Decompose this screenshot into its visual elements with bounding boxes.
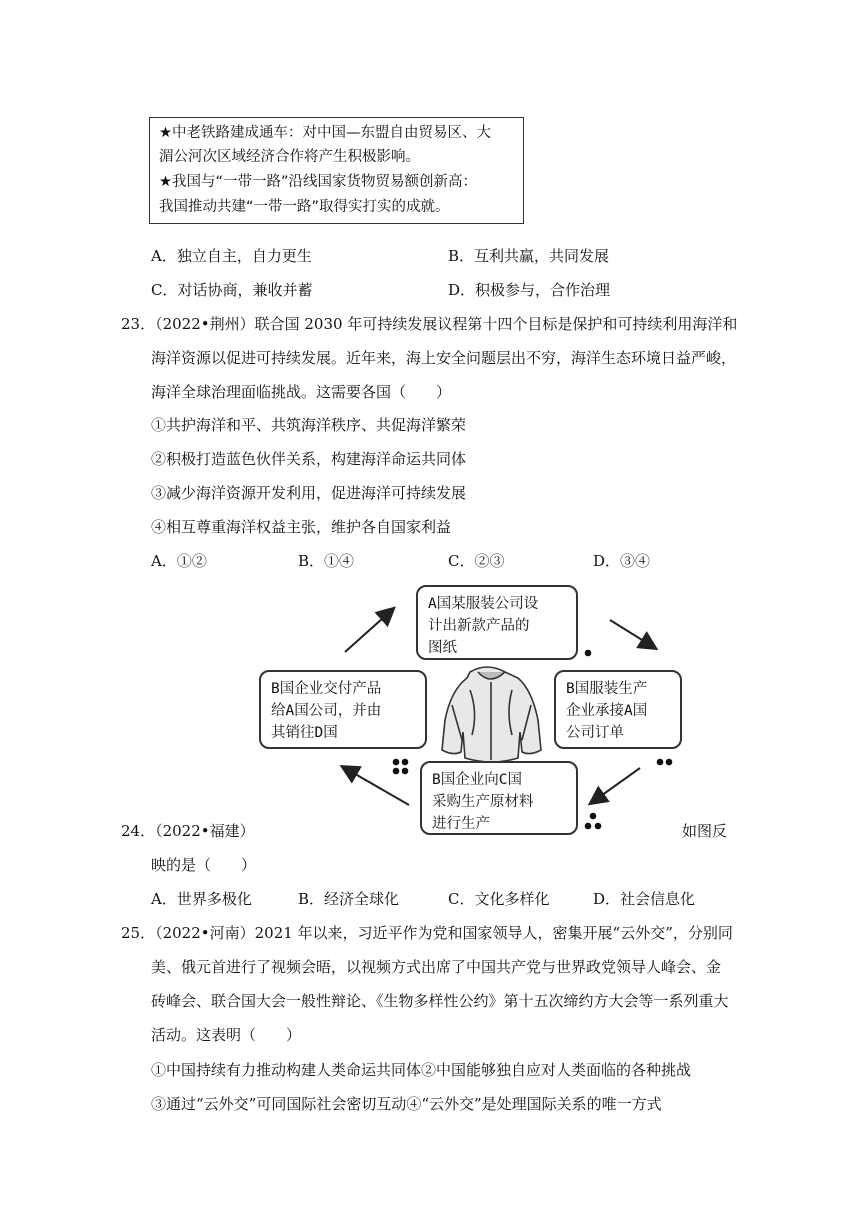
q22-option-a: A．独立自主，自力更生 <box>151 247 312 265</box>
q24-stem: 映的是（ ） <box>151 856 257 874</box>
q25-item: ①中国持续有力推动构建人类命运共同体②中国能够独自应对人类面临的各种挑战 <box>151 1061 692 1079</box>
marker-dots-three <box>585 813 602 830</box>
jacket-image <box>442 667 541 762</box>
q23-stem-line: 海洋全球治理面临挑战。这需要各国（ ） <box>151 383 452 401</box>
diagram-box-bottom <box>420 761 578 835</box>
q23-item: ①共护海洋和平、共筑海洋秩序、共促海洋繁荣 <box>151 416 467 434</box>
diagram-box-left <box>259 670 427 749</box>
q24-option-a: A．世界多极化 <box>151 890 252 908</box>
marker-dots-one <box>585 650 592 657</box>
box-line: A国某服装公司设 <box>428 596 539 612</box>
q22-option-d: D．积极参与，合作治理 <box>448 281 611 299</box>
box-line: B国企业向C国 <box>432 772 522 788</box>
q23-stem-line: 海洋资源以促进可持续发展。近年来，海上安全问题层出不穷，海洋生态环境日益严峻， <box>151 349 737 367</box>
q23-option-a: A．①② <box>151 552 207 570</box>
q22-option-c: C．对话协商，兼收并蓄 <box>151 281 313 299</box>
q25-item: ③通过“云外交”可同国际社会密切互动④“云外交”是处理国际关系的唯一方式 <box>151 1095 662 1113</box>
news-line: 湄公河次区域经济合作将产生积极影响。 <box>159 149 420 165</box>
q23-stem-line: 23．（2022•荆州）联合国 2030 年可持续发展议程第十四个目标是保护和可持续利用海洋和 <box>121 315 738 333</box>
box-line: 计出新款产品的 <box>428 618 530 634</box>
box-line: 给A国公司，并由 <box>271 703 382 719</box>
box-line: 其销往D国 <box>271 725 338 741</box>
q24-suffix: 如图反 <box>682 822 728 840</box>
q25-stem-line: 砖峰会、联合国大会一般性辩论、《生物多样性公约》第十五次缔约方大会等一系列重大 <box>151 992 729 1010</box>
arrow-top-to-right <box>610 620 655 648</box>
q25-stem-line: 美、俄元首进行了视频会晤，以视频方式出席了中国共产党与世界政党领导人峰会、金 <box>151 958 722 976</box>
q23-option-c: C．②③ <box>448 552 505 570</box>
diagram-box-right <box>554 670 682 749</box>
marker-dots-four <box>393 759 409 775</box>
box-line: 企业承接A国 <box>566 703 648 719</box>
q24-option-c: C．文化多样化 <box>448 890 550 908</box>
news-line: ★中老铁路建成通车：对中国—东盟自由贸易区、大 <box>159 125 491 141</box>
q25-stem-line: 25．（2022•河南）2021 年以来，习近平作为党和国家领导人，密集开展“云外交”，分别同 <box>121 924 733 942</box>
marker-dots-two <box>657 759 673 766</box>
news-line: ★我国与“一带一路”沿线国家货物贸易额创新高： <box>159 174 478 190</box>
box-line: B国服装生产 <box>566 681 648 697</box>
q23-option-d: D．③④ <box>593 552 651 570</box>
box-line: 图纸 <box>428 640 457 656</box>
box-line: 公司订单 <box>566 725 624 741</box>
q23-option-b: B．①④ <box>298 552 355 570</box>
box-line: B国企业交付产品 <box>271 681 382 697</box>
arrow-bottom-to-left <box>343 767 409 805</box>
q24-option-b: B．经济全球化 <box>298 890 400 908</box>
diagram-box-top <box>416 585 578 660</box>
q23-item: ②积极打造蓝色伙伴关系，构建海洋命运共同体 <box>151 450 467 468</box>
arrow-right-to-bottom <box>591 768 640 803</box>
news-line: 我国推动共建“一带一路”取得实打实的成就。 <box>159 199 450 215</box>
q22-option-b: B．互利共赢，共同发展 <box>448 247 610 265</box>
arrow-left-to-top <box>345 609 393 652</box>
box-line: 进行生产 <box>432 816 490 832</box>
box-line: 采购生产原材料 <box>432 794 534 810</box>
q24-prefix: 24．（2022•福建） <box>121 822 255 840</box>
q23-item: ③减少海洋资源开发利用，促进海洋可持续发展 <box>151 484 467 502</box>
q24-option-d: D．社会信息化 <box>593 890 696 908</box>
q23-item: ④相互尊重海洋权益主张，维护各自国家利益 <box>151 518 452 536</box>
q25-stem-line: 活动。这表明（ ） <box>151 1026 302 1044</box>
